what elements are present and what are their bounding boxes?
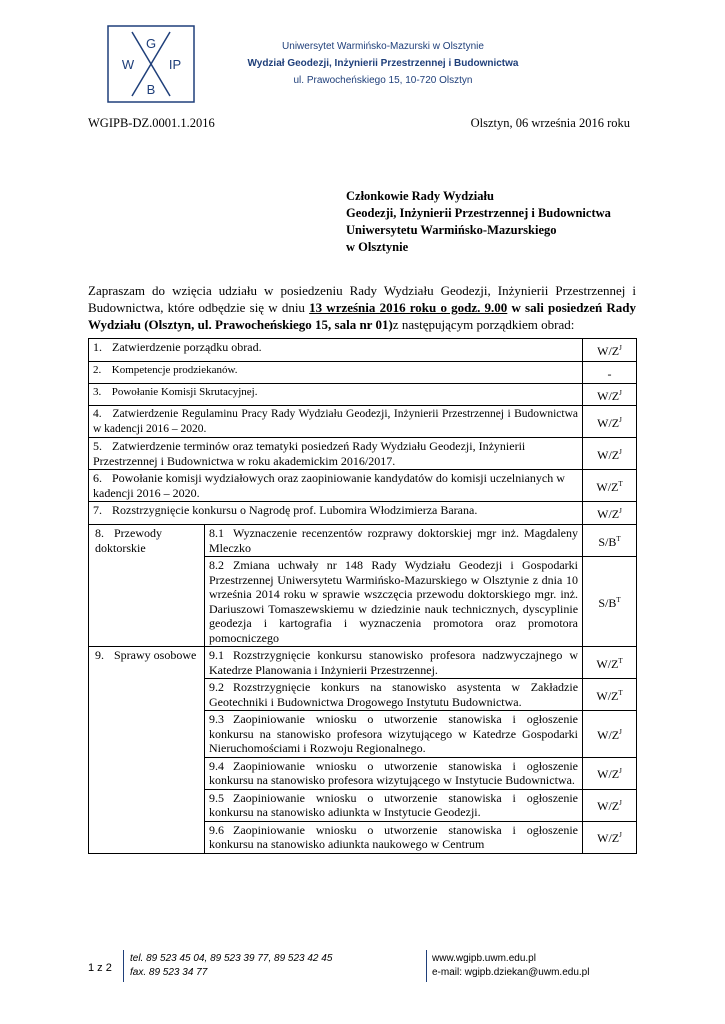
agenda-table [88,338,637,854]
agenda-text: Zatwierdzenie terminów oraz tematyki posiedzeń Rady Wydziału Geodezji, Inżynierii Przestrzennej i Budownictwa w roku akademickim 2016/2017. [93,439,526,468]
logo-letter-ip: IP [168,57,182,72]
sub-item-number: 9.5 [209,790,224,805]
vote-code: $S/B^T$ [583,557,637,647]
agenda-text: Zatwierdzenie porządku obrad. [112,340,262,354]
sub-item-text: Rozstrzygnięcie konkursu stanowisko profesora nadzwyczajnego w Katedrze Planowania i Inżynierii Przestrzennej. [209,648,579,677]
addressee-line: Uniwersytetu Warmińsko-Mazurskiego [346,223,557,237]
sub-item-text: Zaopiniowanie wniosku o utworzenie stanowiska i ogłoszenie konkursu na stanowisko adiunkta naukowego w Centrum [209,822,579,851]
sub-item-text: Zaopiniowanie wniosku o utworzenie stanowiska i ogłoszenie konkursu na stanowisko profesora wizytującego w Instytucie Budownictwa. [209,758,579,787]
vote-code: $W/Z^J$ [583,502,637,525]
sub-item-text: Zaopiniowanie wniosku o utworzenie stanowiska i ogłoszenie konkursu na stanowisko profesora wizytującego w Katedrze Gospodarki Nieruchomościami i Rozwoju Regionalnego. [209,712,579,755]
agenda-row [89,362,637,384]
sub-item-number: 9.6 [209,822,224,837]
university-name: Uniwersytet Warmińsko-Mazurski w Olsztynie [282,41,484,52]
footer-divider [426,950,427,982]
logo-letter-g: G [145,36,157,51]
agenda-text: Zatwierdzenie Regulaminu Pracy Rady Wydziału Geodezji, Inżynierii Przestrzennej i Budownictwa w kadencji 2016 – 2020. [93,408,579,435]
group-label-text: Przewody doktorskie [95,526,162,555]
footer-web-contact [432,952,589,980]
faculty-address: ul. Prawocheńskiego 15, 10-720 Olsztyn [293,75,473,86]
agenda-row [89,384,637,406]
intro-text-end: z następującym porządkiem obrad: [392,317,575,332]
vote-code: $W/Z^T$ [583,679,637,711]
sub-item-number: 8.1 [209,526,224,540]
agenda-row [89,502,637,525]
sub-item-number: 9.2 [209,680,224,694]
addressee-line: Geodezji, Inżynierii Przestrzennej i Budownictwa [346,206,611,220]
vote-code: $S/B^T$ [583,525,637,557]
document-reference: WGIPB-DZ.0001.1.2016 [88,116,215,130]
email-link[interactable]: e-mail: wgipb.dziekan@uwm.edu.pl [432,967,590,978]
agenda-number: 7. [93,503,102,517]
group-label-8: 8. Przewody doktorskie [89,525,205,647]
agenda-number: 3. [93,386,102,398]
footer-phone: tel. 89 523 45 04, 89 523 39 77, 89 523 42 45 [130,953,333,964]
agenda-row [89,339,637,362]
group-label-text: Sprawy osobowe [114,648,197,662]
vote-code: $W/Z^J$ [583,438,637,470]
addressee-line: w Olsztynie [346,240,409,254]
agenda-subrow [89,525,637,557]
agenda-number: 5. [93,439,102,453]
vote-code: $W/Z^T$ [583,470,637,502]
vote-code: $W/Z^J$ [583,789,637,821]
agenda-text: Powołanie komisji wydziałowych oraz zaopiniowanie kandydatów do komisji uczelnianych w kadencji 2016 – 2020. [93,471,565,500]
sub-item-text: Rozstrzygnięcie konkurs na stanowisko asystenta w Zakładzie Geotechniki i Budownictwa Drogowego Instytutu Budownictwa. [209,680,579,709]
sub-item-text: Wyznaczenie recenzentów rozprawy doktorskiej mgr inż. Magdaleny Mleczko [209,526,579,555]
vote-code: $W/Z^J$ [583,406,637,438]
logo-letter-w: W [121,57,135,72]
document-date: Olsztyn, 06 września 2016 roku [470,116,630,130]
agenda-text: Kompetencje prodziekanów. [111,364,238,376]
agenda-row [89,470,637,502]
vote-code: $W/Z^J$ [583,757,637,789]
faculty-name: Wydział Geodezji, Inżynierii Przestrzennej i Budownictwa [247,58,519,69]
agenda-number: 2. [93,364,102,376]
vote-code: - [583,362,637,384]
agenda-row [89,438,637,470]
meeting-datetime: 13 września 2016 roku o godz. 9.00 [309,300,508,315]
addressee-block [346,188,666,256]
addressee-line: Członkowie Rady Wydziału [346,189,494,203]
sub-item-number: 8.2 [209,558,224,572]
group-label-9: 9. Sprawy osobowe [89,647,205,854]
letterhead [218,38,548,89]
invitation-paragraph [88,282,636,333]
agenda-number: 6. [93,471,102,485]
footer-contact [130,952,332,980]
faculty-logo [96,24,206,104]
vote-code: $W/Z^J$ [583,384,637,406]
intro-text: Zapraszam do wzięcia udziału w posiedzeniu Rady Wydziału Geodezji, Inżynierii Przestrzennej i Budownictwa, które odbędzie się w dniu [88,283,636,315]
sub-item-text: Zmiana uchwały nr 148 Rady Wydziału Geodezji i Gospodarki Przestrzennej Uniwersytetu Warmińsko-Mazurskiego w Olsztynie z dnia 10 września 2014 roku w sprawie wszczęcia przewodu doktorskiego mgr. inż. Dariuszowi Tomaszewskiemu w dziedzinie nauk technicznych, dyscyplinie geodezja i kartografia i wyznaczenia promotora oraz promotora pomocniczego [209,558,579,645]
page-number: 1 z 2 [88,962,112,974]
logo-letter-b: B [146,82,156,97]
sub-item-number: 9.4 [209,758,224,773]
vote-code: $W/Z^J$ [583,711,637,758]
agenda-subrow [89,647,637,679]
sub-item-number: 9.3 [209,712,224,726]
agenda-row [89,406,637,438]
vote-code: $W/Z^T$ [583,647,637,679]
vote-code: $W/Z^J$ [583,821,637,853]
agenda-number: 4. [93,408,102,420]
website-link[interactable]: www.wgipb.uwm.edu.pl [432,953,536,964]
vote-code: $W/Z^J$ [583,339,637,362]
agenda-number: 1. [93,340,102,354]
sub-item-text: Zaopiniowanie wniosku o utworzenie stanowiska i ogłoszenie konkursu na stanowisko adiunkta w Instytucie Geodezji. [209,790,579,819]
agenda-text: Powołanie Komisji Skrutacyjnej. [111,386,258,398]
meeting-location: w sali posiedzeń Rady Wydziału (Olsztyn, ul. Prawocheńskiego 15, sala nr 01) [88,300,636,332]
agenda-text: Rozstrzygnięcie konkursu o Nagrodę prof. Lubomira Włodzimierza Barana. [112,503,478,517]
footer-fax: fax. 89 523 34 77 [130,967,208,978]
sub-item-number: 9.1 [209,648,224,662]
footer-divider [123,950,124,982]
